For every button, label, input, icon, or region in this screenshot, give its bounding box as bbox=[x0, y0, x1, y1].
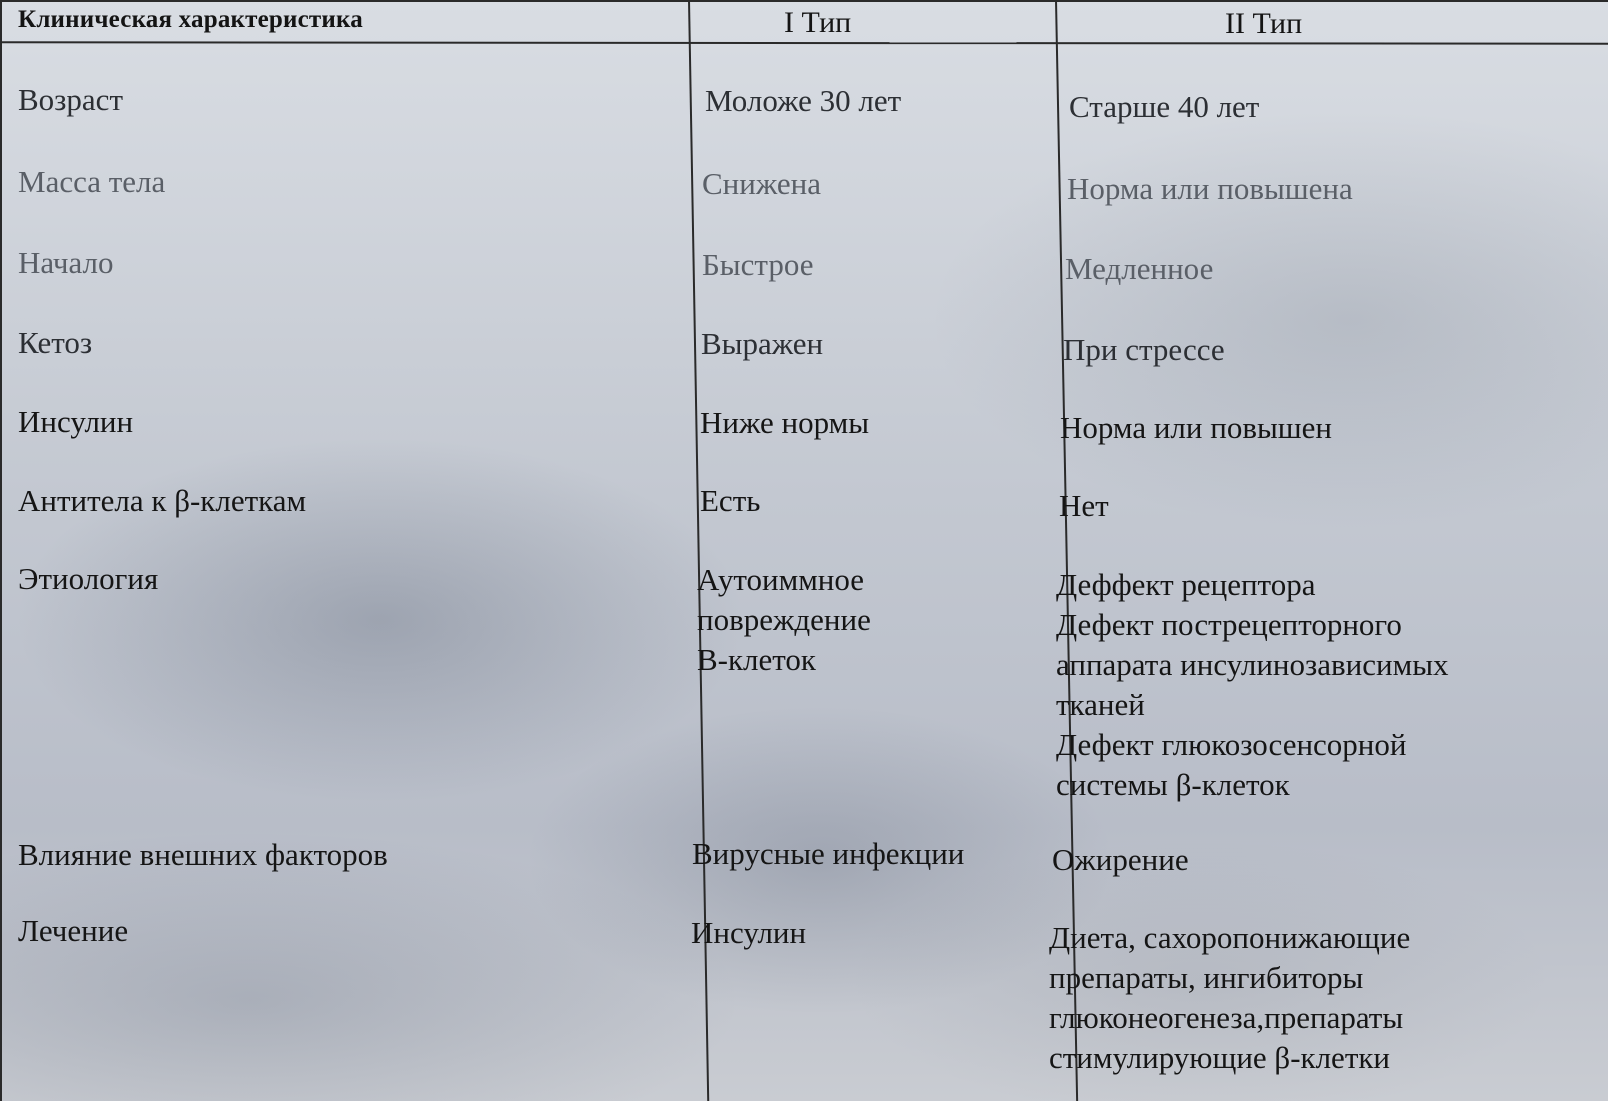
table-row-type1: Инсулин bbox=[691, 915, 807, 950]
table-row-type1: Быстрое bbox=[702, 247, 814, 282]
table-row-feature: Кетоз bbox=[18, 325, 93, 360]
table-row-feature: Масса тела bbox=[18, 164, 166, 199]
table-row-feature: Влияние внешних факторов bbox=[18, 837, 388, 872]
table-row-type1: Есть bbox=[700, 483, 761, 518]
table-row-type1: Моложе 30 лет bbox=[705, 83, 902, 118]
table-row-type2: Нет bbox=[1059, 488, 1109, 523]
left-border bbox=[0, 0, 2, 1101]
table-row-type2: Норма или повышен bbox=[1060, 410, 1333, 445]
table-row-type1: Аутоиммное повреждение B-клеток bbox=[697, 562, 871, 677]
table-row-type2: Деффект рецептора Дефект пострецепторного аппарата инсулинозависимых тканей Дефект глюкозосенсорной системы β-клеток bbox=[1056, 567, 1449, 802]
table-row-feature: Лечение bbox=[18, 913, 129, 948]
table-row-type2: Старше 40 лет bbox=[1069, 89, 1260, 124]
header-type-1: I Тип bbox=[784, 6, 852, 39]
table-row-feature: Возраст bbox=[18, 82, 123, 117]
header-feature: Клиническая характеристика bbox=[18, 6, 363, 33]
table-row-type2: Медленное bbox=[1065, 251, 1214, 286]
header-type-2: II Тип bbox=[1225, 7, 1303, 40]
table-row-feature: Антитела к β-клеткам bbox=[18, 483, 307, 518]
table-row-type1: Ниже нормы bbox=[700, 405, 870, 440]
table-row-type1: Снижена bbox=[702, 166, 821, 201]
table-row-type2: Норма или повышена bbox=[1067, 171, 1353, 206]
table-row-type2: Ожирение bbox=[1052, 842, 1189, 877]
table-row-type2: При стрессе bbox=[1063, 332, 1225, 367]
table-row-feature: Инсулин bbox=[18, 404, 134, 439]
table-row-feature: Начало bbox=[18, 245, 114, 280]
table-row-feature: Этиология bbox=[18, 561, 159, 596]
table-row-type1: Вирусные инфекции bbox=[692, 836, 965, 871]
table-row-type2: Диета, сахоропонижающие препараты, ингибиторы глюконеогенеза,препараты стимулирующие β-клетки bbox=[1049, 920, 1411, 1075]
table-row-type1: Выражен bbox=[701, 326, 824, 361]
